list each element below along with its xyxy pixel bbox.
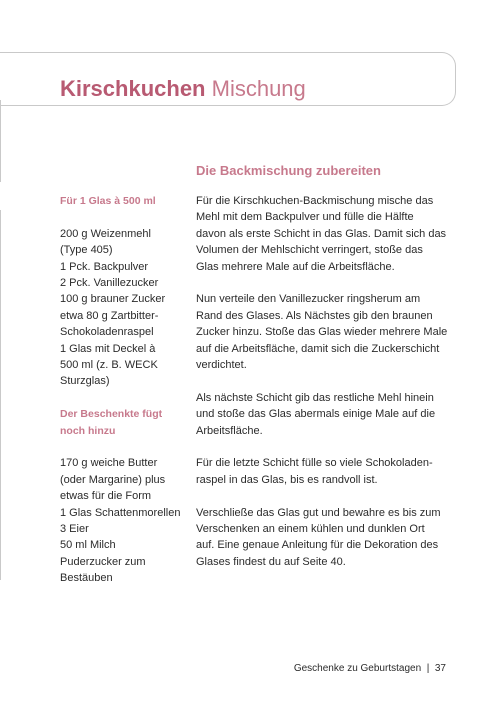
paragraph-line: und stoße das Glas abermals einige Male auf die <box>196 408 436 421</box>
paragraph-line: Verschenken an einem kühlen und dunklen Ort <box>196 523 425 536</box>
paragraph-line: Volumen der Mehlschicht verringert, stoße das <box>196 244 423 257</box>
paragraph-line: Als nächste Schicht gib das restliche Mehl hinein <box>196 391 434 404</box>
page-number: 37 <box>434 663 446 674</box>
left-rule-bottom <box>0 210 1 580</box>
recipient-item: 50 ml Milch <box>60 539 116 552</box>
footer-section: Geschenke zu Geburtstagen <box>293 663 422 674</box>
instructions-column <box>196 193 446 570</box>
ingredients-list <box>60 226 180 390</box>
ingredient-item: 500 ml (z. B. WECK <box>60 359 158 372</box>
ingredient-item: Sturzglas) <box>60 375 110 388</box>
ingredients-heading: Für 1 Glas à 500 ml <box>60 195 156 207</box>
paragraph-line: auf. Eine genaue Anleitung für die Dekoration des <box>196 539 439 552</box>
ingredient-item: (Type 405) <box>60 244 113 257</box>
recipient-list <box>60 455 180 586</box>
ingredient-item: etwa 80 g Zartbitter- <box>60 309 159 322</box>
paragraph-line: Rand des Glases. Als Nächstes gib den braunen <box>196 309 433 322</box>
recipient-item: 170 g weiche Butter <box>60 457 158 470</box>
ingredients-column <box>60 193 180 587</box>
recipient-item: 3 Eier <box>60 523 89 536</box>
ingredient-item: Schokoladenraspel <box>60 326 154 339</box>
recipient-item: etwas für die Form <box>60 490 152 503</box>
recipient-heading-line: Der Beschenkte fügt <box>60 408 163 421</box>
left-rule-top <box>0 100 1 182</box>
page-footer <box>270 663 446 674</box>
ingredient-item: 100 g brauner Zucker <box>60 293 166 306</box>
paragraph <box>196 505 446 571</box>
paragraph-line: auf die Arbeitsfläche, damit sich die Zuckerschicht <box>196 342 440 355</box>
paragraph <box>196 291 446 373</box>
ingredient-item: 2 Pck. Vanillezucker <box>60 277 159 290</box>
paragraph-line: davon als erste Schicht in das Glas. Damit sich das <box>196 227 447 240</box>
paragraph <box>196 390 446 439</box>
title-bold: Kirschkuchen <box>60 76 206 101</box>
recipient-item: 1 Glas Schattenmorellen <box>60 506 181 519</box>
recipient-item: Bestäuben <box>60 572 113 585</box>
footer-separator: | <box>426 663 430 674</box>
paragraph-line: Arbeitsfläche. <box>196 424 263 437</box>
recipient-item: (oder Margarine) plus <box>60 473 166 486</box>
recipient-item: Puderzucker zum <box>60 555 146 568</box>
recipient-heading-line: noch hinzu <box>60 424 116 437</box>
ingredient-item: 200 g Weizenmehl <box>60 227 151 240</box>
paragraph-line: Glas mehrere Male auf die Arbeitsfläche. <box>196 260 395 273</box>
paragraph-line: Nun verteile den Vanillezucker ringsherum am <box>196 293 421 306</box>
paragraph-line: Mehl mit dem Backpulver und fülle die Hälfte <box>196 211 414 224</box>
paragraph-line: Für die Kirschkuchen-Backmischung mische das <box>196 195 434 207</box>
page-title <box>60 75 306 103</box>
ingredient-item: 1 Glas mit Deckel à <box>60 342 156 355</box>
paragraph-line: raspel in das Glas, bis es randvoll ist. <box>196 473 378 486</box>
paragraph <box>196 193 446 275</box>
paragraph-line: Zucker hinzu. Stoße das Glas wieder mehrere Male <box>196 326 448 339</box>
paragraph-line: verdichtet. <box>196 359 247 372</box>
ingredient-item: 1 Pck. Backpulver <box>60 260 149 273</box>
paragraph-line: Für die letzte Schicht fülle so viele Schokoladen- <box>196 457 433 470</box>
paragraph-line: Verschließe das Glas gut und bewahre es bis zum <box>196 506 441 519</box>
paragraph <box>196 455 446 488</box>
section-heading: Die Backmischung zubereiten <box>196 163 381 178</box>
paragraph-line: Glases findest du auf Seite 40. <box>196 555 346 568</box>
title-light: Mischung <box>211 76 306 101</box>
